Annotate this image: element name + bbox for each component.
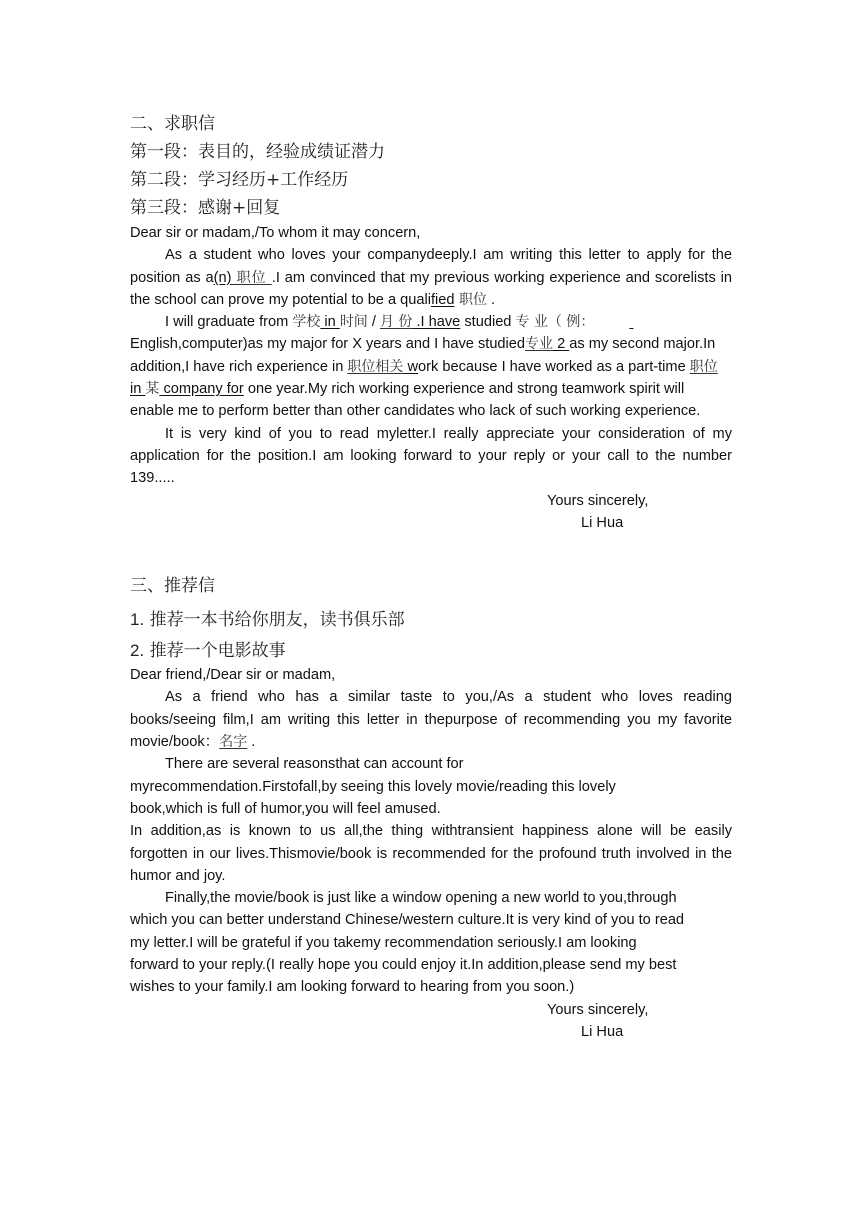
section3-closing: Yours sincerely, xyxy=(547,1001,649,1018)
section3-heading: 三、推荐信 xyxy=(130,576,215,597)
section2-signature: Li Hua xyxy=(581,514,624,531)
section2-closing: Yours sincerely, xyxy=(547,492,649,509)
section3-paragraph-4-line-4: forward to your reply.(I really hope you could enjoy it.In addition,please send my best xyxy=(130,957,677,974)
section3-signature: Li Hua xyxy=(581,1023,624,1040)
section2-salutation: Dear sir or madam,/To whom it may concern, xyxy=(130,225,421,241)
section3-item-1: 1. 推荐一本书给你朋友，读书俱乐部 xyxy=(130,610,405,631)
section3-paragraph-4-line-1: Finally,the movie/book is just like a window opening a new world to you,through xyxy=(165,890,677,907)
section2-paragraph-1: As a student who loves your companydeeply.I am writing this letter to apply for the position as a(n) 职位 .I am convinced that my previous working experience and scorelists in the school can prove my potential to be a qualified 职位 . xyxy=(130,247,733,308)
section2-outline-3: 第三段：感谢+回复 xyxy=(130,198,281,218)
section3-paragraph-4-line-5: wishes to your family.I am looking forward to hearing from you soon.) xyxy=(130,979,575,996)
section2-heading: 二、求职信 xyxy=(130,114,215,134)
section2-paragraph-3: It is very kind of you to read myletter.I really appreciate your consideration of my application for the position.I am looking forward to your reply or your call to the number 139..... xyxy=(130,425,732,487)
section3-paragraph-2-line-3: book,which is full of humor,you will feel amused. xyxy=(130,800,441,817)
blank-underline xyxy=(594,311,622,333)
section3-paragraph-4-line-2: which you can better understand Chinese/western culture.It is very kind of you to read xyxy=(130,912,685,929)
section2-outline-2: 第二段：学习经历+工作经历 xyxy=(130,170,349,190)
section3-paragraph-2-line-2: myrecommendation.Firstofall,by seeing this lovely movie/reading this lovely xyxy=(130,778,616,795)
section3-paragraph-1: As a friend who has a similar taste to you,/As a student who loves reading books/seeing film,I am writing this letter in thepurpose of recommending you my favorite movie/book：名字 . xyxy=(130,689,732,751)
section3-paragraph-4-line-3: my letter.I will be grateful if you takemy recommendation seriously.I am looking xyxy=(130,934,637,951)
section3-paragraph-2-line-1: There are several reasonsthat can account for xyxy=(165,756,464,773)
section3-paragraph-3: In addition,as is known to us all,the thing withtransient happiness alone will be easily forgotten in our lives.Thismovie/book is recommended for the profound truth involved in the humor and joy. xyxy=(130,823,732,884)
section-gap xyxy=(130,534,732,560)
section3-salutation: Dear friend,/Dear sir or madam, xyxy=(130,667,336,684)
document-content xyxy=(130,110,732,1043)
section3-item-2: 2. 推荐一个电影故事 xyxy=(130,641,286,662)
section2-outline-1: 第一段：表目的，经验成绩证潜力 xyxy=(130,142,385,162)
section2-paragraph-2: I will graduate from 学校 in 时间 / 月 份 .I have studied 专 业（ 例： English,computer)as my major for X years and I have studied专业 2 as my second major.In addition,I have rich experience in 职位相关 work because I have worked as a part-time 职位 in 某 company for one year.My rich working experience and strong teamwork spirit will enable me to perform better than other candidates who lack of such working experience. xyxy=(130,311,732,422)
